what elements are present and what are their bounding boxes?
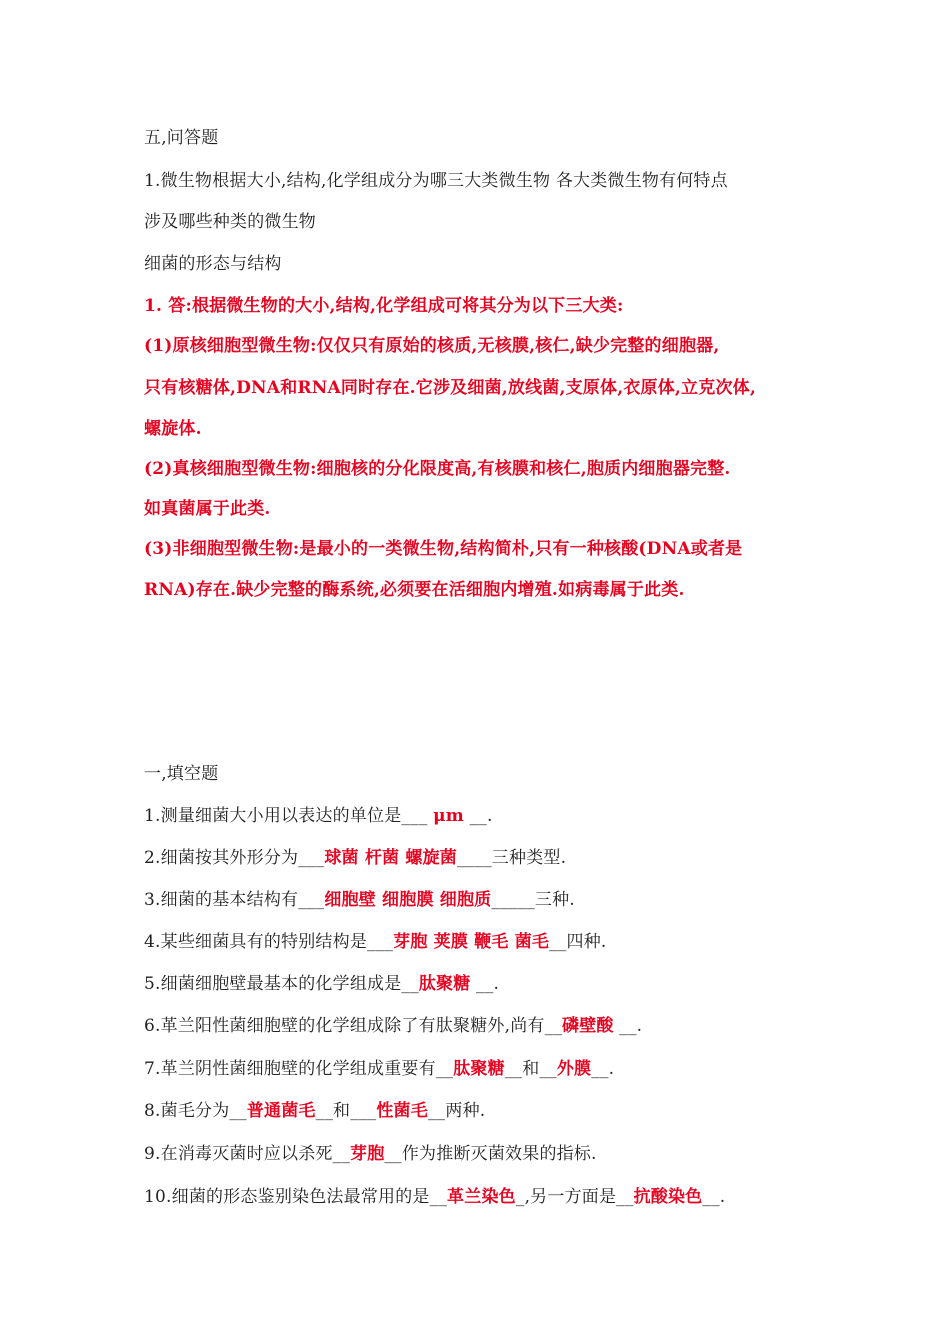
blank: __	[616, 1187, 634, 1207]
answer: 外膜	[556, 1059, 592, 1079]
item-text: 三种.	[534, 890, 575, 910]
blank: __	[435, 1059, 454, 1079]
fill-blank-item	[144, 1185, 725, 1209]
item-text: ,另一方面是	[524, 1187, 617, 1207]
section5-heading: 五,问答题	[144, 128, 219, 148]
item-text: .	[608, 1059, 615, 1079]
blank: ___	[367, 932, 394, 952]
item-text: 4.某些细菌具有的特别结构是	[144, 932, 368, 952]
blank: ___	[298, 890, 325, 910]
item-text: 5.细菌细胞壁最基本的化学组成是	[144, 974, 402, 994]
question-1-line-2: 涉及哪些种类的微生物	[144, 212, 316, 232]
fill-blank-item	[144, 804, 493, 828]
section1-heading: 一,填空题	[144, 764, 219, 784]
item-text: 2.细菌按其外形分为	[144, 848, 299, 868]
blank: __	[470, 974, 494, 994]
answer-line: 如真菌属于此类.	[144, 499, 271, 519]
fill-blank-item	[144, 888, 575, 912]
blank: __	[427, 1101, 446, 1121]
fill-blank-item	[144, 846, 566, 870]
answer: 芽胞 荚膜 鞭毛 菌毛	[393, 932, 550, 952]
answer-line: (1)原核细胞型微生物:仅仅只有原始的核质,无核膜,核仁,缺少完整的细胞器,	[144, 336, 720, 356]
blank: __	[315, 1101, 334, 1121]
item-text: 6.革兰阳性菌细胞壁的化学组成除了有肽聚糖外,尚有	[144, 1016, 545, 1036]
item-text: 两种.	[445, 1101, 486, 1121]
item-text: 8.菌毛分为	[144, 1101, 230, 1121]
item-text: 四种.	[566, 932, 607, 952]
fill-blank-item	[144, 1142, 597, 1166]
item-text: 9.在消毒灭菌时应以杀死	[144, 1144, 333, 1164]
item-text: 1.测量细菌大小用以表达的单位是	[144, 806, 402, 826]
blank: ___	[350, 1101, 377, 1121]
blank: __	[401, 974, 419, 994]
fill-blank-item	[144, 930, 607, 954]
blank: __	[504, 1059, 523, 1079]
answer-line: (3)非细胞型微生物:是最小的一类微生物,结构简朴,只有一种核酸(DNA或者是	[144, 539, 743, 559]
item-text: 和	[333, 1101, 351, 1121]
fill-blank-item	[144, 972, 499, 996]
blank: __	[332, 1144, 351, 1164]
answer-line: (2)真核细胞型微生物:细胞核的分化限度高,有核膜和核仁,胞质内细胞器完整.	[144, 459, 731, 479]
blank: __	[429, 1187, 448, 1207]
answer: 肽聚糖	[453, 1059, 505, 1079]
fill-blank-item	[144, 1057, 614, 1081]
answer: 肽聚糖	[418, 974, 471, 994]
item-text: .	[719, 1187, 726, 1207]
fill-blank-item	[144, 1099, 485, 1123]
item-text: .	[493, 974, 500, 994]
answer: 细胞壁 细胞膜 细胞质	[324, 890, 492, 910]
blank: ___	[298, 848, 325, 868]
answer: 球菌 杆菌 螺旋菌	[324, 848, 457, 868]
fill-blank-item	[144, 1014, 642, 1038]
blank: __	[463, 806, 487, 826]
answer: 抗酸染色	[633, 1187, 703, 1207]
blank: __	[229, 1101, 247, 1121]
item-text: 三种类型.	[491, 848, 567, 868]
item-text: 7.革兰阴性菌细胞壁的化学组成重要有	[144, 1059, 436, 1079]
answer: 普通菌毛	[246, 1101, 316, 1121]
answer-line: 只有核糖体,DNA和RNA同时存在.它涉及细菌,放线菌,支原体,衣原体,立克次体,	[144, 378, 756, 398]
blank: _____	[491, 890, 535, 910]
answer: 磷壁酸	[562, 1016, 614, 1036]
blank: __	[591, 1059, 609, 1079]
blank: __	[702, 1187, 720, 1207]
item-text: 和	[522, 1059, 540, 1079]
blank: ___	[401, 806, 434, 826]
blank: _	[515, 1187, 525, 1207]
blank: __	[539, 1059, 557, 1079]
blank: ____	[456, 848, 492, 868]
item-text: .	[636, 1016, 643, 1036]
answer: 革兰染色	[447, 1187, 516, 1207]
answer-line: 螺旋体.	[144, 419, 202, 439]
item-text: 作为推断灭菌效果的指标.	[401, 1144, 597, 1164]
subheading: 细菌的形态与结构	[144, 254, 282, 274]
answer-line: 1. 答:根据微生物的大小,结构,化学组成可将其分为以下三大类:	[144, 296, 624, 316]
answer: 性菌毛	[376, 1101, 428, 1121]
answer: μm	[433, 806, 464, 826]
item-text: 10.细菌的形态鉴别染色法最常用的是	[144, 1187, 430, 1207]
answer: 芽胞	[350, 1144, 385, 1164]
question-1-line-1: 1.微生物根据大小,结构,化学组成分为哪三大类微生物 各大类微生物有何特点	[144, 171, 728, 191]
blank: __	[544, 1016, 563, 1036]
item-text: .	[487, 806, 493, 826]
item-text: 3.细菌的基本结构有	[144, 890, 299, 910]
blank: __	[549, 932, 567, 952]
answer-line: RNA)存在.缺少完整的酶系统,必须要在活细胞内增殖.如病毒属于此类.	[144, 580, 685, 600]
blank: __	[613, 1016, 637, 1036]
blank: __	[384, 1144, 402, 1164]
